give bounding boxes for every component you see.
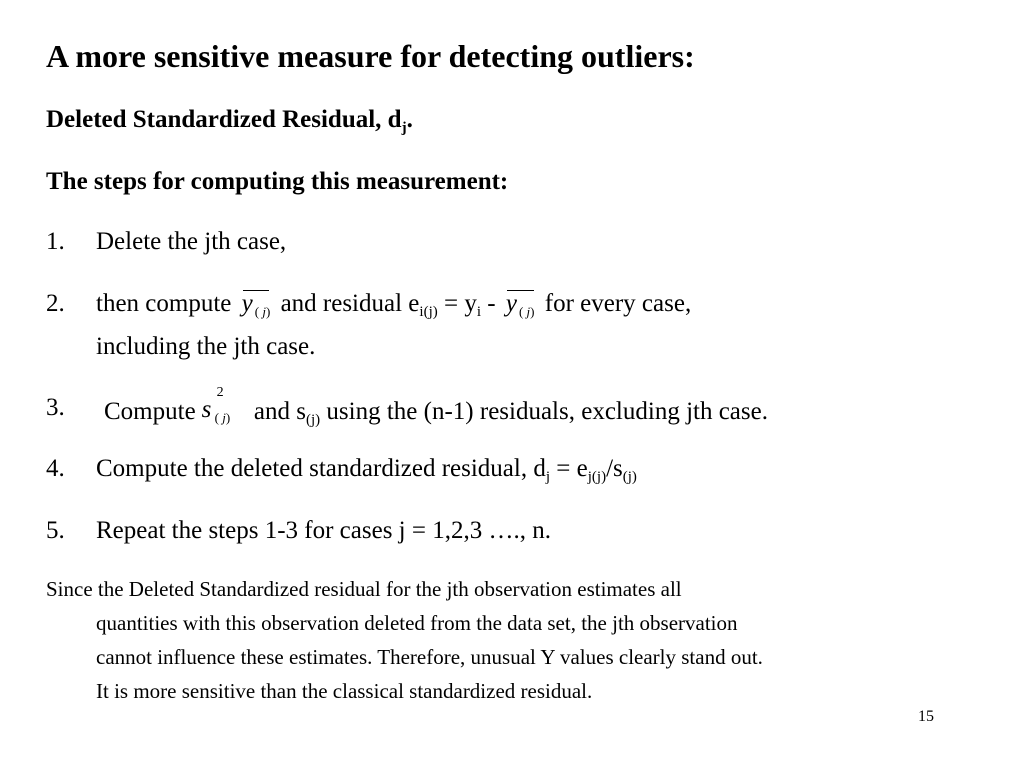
slash-s: /s bbox=[606, 455, 623, 482]
y-symbol: y bbox=[505, 290, 517, 317]
y-subscript: i bbox=[476, 304, 482, 320]
step-number: 5. bbox=[46, 517, 65, 544]
slide-title: A more sensitive measure for detecting outliers: bbox=[46, 38, 695, 74]
y-symbol: y bbox=[241, 290, 253, 317]
y-bar-j-symbol bbox=[242, 291, 271, 318]
s-squared-j-symbol bbox=[200, 385, 244, 425]
step-text bbox=[96, 455, 637, 485]
step-text-part: for every case, bbox=[544, 290, 692, 317]
equals-sign: = bbox=[556, 455, 571, 482]
paren-close: ) bbox=[530, 304, 535, 319]
paren-open: ( bbox=[214, 410, 220, 425]
y-symbol: y bbox=[464, 290, 477, 317]
page-number: 15 bbox=[918, 708, 934, 725]
y-subscript bbox=[519, 304, 535, 319]
subtitle-period: . bbox=[406, 106, 413, 133]
step-text-part: Compute bbox=[104, 398, 196, 425]
s-symbol: s bbox=[201, 396, 212, 423]
overbar bbox=[507, 290, 534, 291]
step-text bbox=[104, 385, 768, 428]
step-text-part: and s bbox=[253, 398, 306, 425]
e-subscript: i(j) bbox=[419, 304, 438, 320]
step-number: 4. bbox=[46, 455, 65, 482]
step-number: 3. bbox=[46, 394, 65, 421]
subscript-var: j bbox=[262, 304, 266, 319]
subscript-var: j bbox=[222, 410, 226, 425]
d-subscript: j bbox=[545, 469, 551, 485]
subscript-var: j bbox=[526, 304, 531, 319]
superscript: 2 bbox=[216, 385, 224, 400]
closing-paragraph bbox=[46, 572, 1006, 708]
step-number: 2. bbox=[46, 290, 65, 317]
step-text: Delete the jth case, bbox=[96, 228, 287, 255]
step-text: Repeat the steps 1-3 for cases j = 1,2,3 …., n. bbox=[96, 517, 551, 544]
y-bar-j-symbol bbox=[506, 291, 535, 318]
e-symbol: e bbox=[408, 290, 420, 317]
paragraph-line: cannot influence these estimates. Therefore, unusual Y values clearly stand out. bbox=[96, 645, 763, 669]
e-symbol: e bbox=[576, 455, 588, 482]
paren-close: ) bbox=[225, 410, 231, 425]
paren-open: ( bbox=[254, 304, 260, 319]
y-subscript bbox=[255, 304, 271, 319]
step-text-part: then compute bbox=[96, 290, 232, 317]
s-subscript: (j) bbox=[622, 469, 637, 485]
overbar bbox=[243, 290, 270, 291]
slide-subtitle bbox=[46, 106, 413, 136]
step-number: 1. bbox=[46, 228, 65, 255]
step-text-part: Compute the deleted standardized residual, d bbox=[96, 455, 546, 482]
minus-sign: - bbox=[487, 290, 496, 317]
equals-sign: = bbox=[443, 290, 459, 317]
step-text-part: and residual bbox=[280, 290, 403, 317]
paren-close: ) bbox=[265, 304, 271, 319]
subtitle-subscript: j bbox=[401, 120, 407, 136]
step-text bbox=[96, 291, 691, 318]
step-text-part: using the (n-1) residuals, excluding jth case. bbox=[326, 398, 768, 425]
step-text: including the jth case. bbox=[96, 333, 316, 360]
e-subscript: j(j) bbox=[587, 469, 607, 485]
steps-heading: The steps for computing this measurement: bbox=[46, 168, 509, 195]
paren-open: ( bbox=[518, 304, 524, 319]
paragraph-line: It is more sensitive than the classical standardized residual. bbox=[96, 679, 593, 703]
s-subscript: (j) bbox=[306, 412, 321, 428]
paragraph-line: Since the Deleted Standardized residual for the jth observation estimates all bbox=[46, 577, 682, 601]
paragraph-line: quantities with this observation deleted from the data set, the jth observation bbox=[96, 611, 738, 635]
s-subscript bbox=[215, 411, 231, 424]
subtitle-text: Deleted Standardized Residual, d bbox=[46, 106, 402, 133]
